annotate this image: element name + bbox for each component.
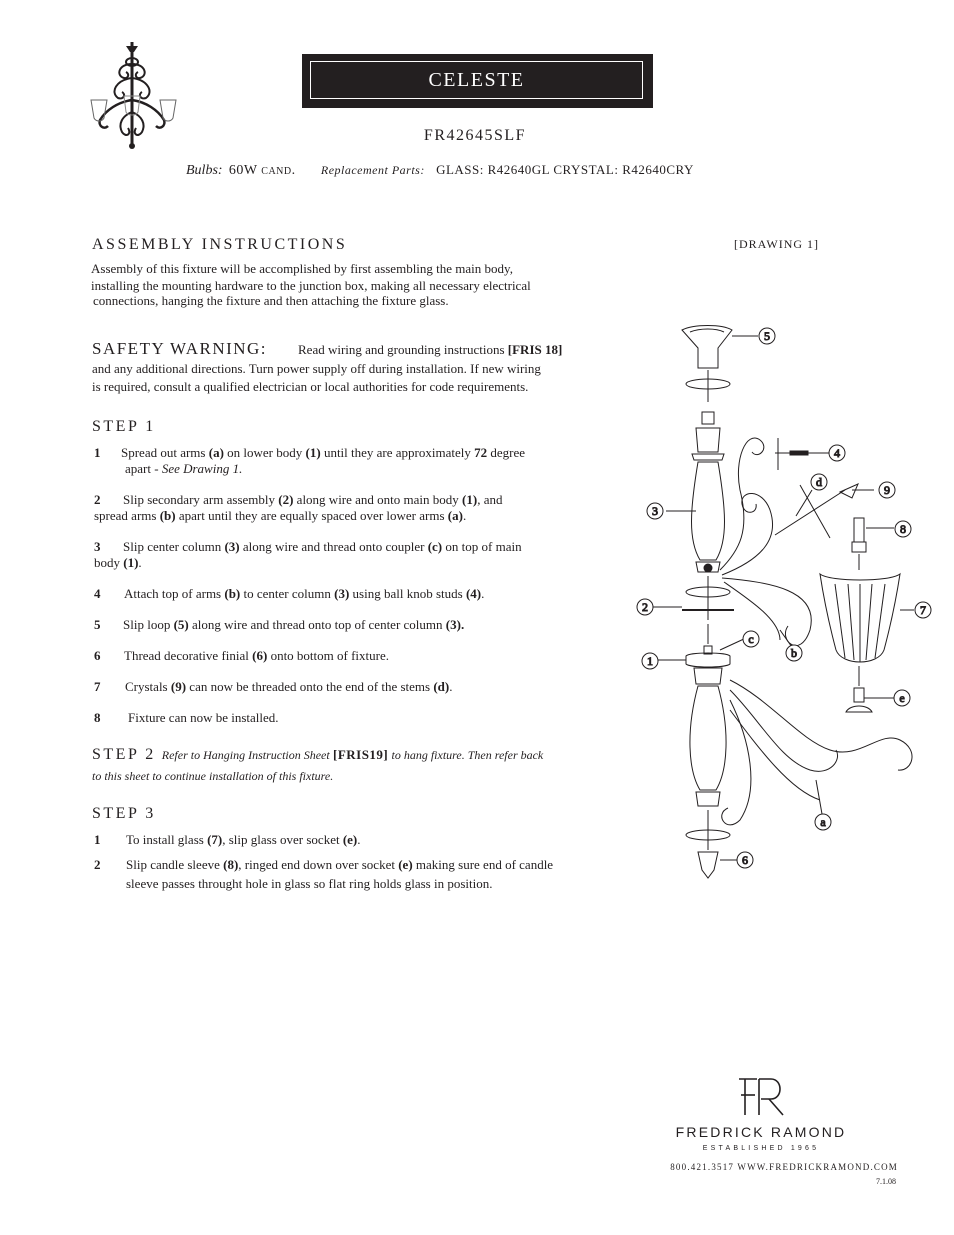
ref: (a) (447, 508, 463, 523)
lower-body (686, 624, 730, 806)
callout-5 (759, 328, 775, 344)
callout-c (743, 631, 759, 647)
safety-ref: [FRIS 18] (507, 342, 563, 357)
assembly-drawing (630, 320, 940, 880)
rotate-arrow-icon (686, 370, 730, 402)
step1-item-1-line2 (125, 461, 242, 477)
text: Slip candle sleeve (126, 857, 224, 872)
text: body (94, 555, 124, 570)
ref: 72 (474, 445, 488, 460)
ref: (1) (305, 445, 321, 460)
svg-text:e: e (899, 691, 905, 705)
item-number: 6 (94, 648, 101, 663)
step1-item-3 (94, 539, 522, 555)
step1-item-7 (94, 679, 452, 695)
brand-established: ESTABLISHED 1965 (702, 1145, 820, 1152)
callout-8 (895, 521, 911, 537)
step1-item-2-line2 (94, 508, 466, 524)
assembly-line-2: installing the mounting hardware to the junction box, making all necessary electrical (91, 278, 531, 293)
step1-item-8 (94, 710, 279, 726)
assembly-heading: ASSEMBLY INSTRUCTIONS (92, 236, 348, 253)
text: making sure end of candle (412, 857, 554, 872)
callout-9 (879, 482, 895, 498)
item-number: 8 (94, 710, 101, 725)
text: Attach top of arms (124, 586, 225, 601)
bulbs-line (186, 162, 694, 179)
step1-item-2 (94, 492, 502, 508)
text: to center column (240, 586, 335, 601)
text: . (481, 586, 485, 601)
text: . (357, 832, 361, 847)
svg-text:b: b (791, 646, 797, 660)
ref: (e) (342, 832, 358, 847)
model-number: FR42645SLF (423, 127, 527, 144)
safety-line-2: and any additional directions. Turn power supply off during installation. If new wiring (92, 361, 541, 376)
glass-shade (820, 574, 900, 662)
callout-4 (829, 445, 845, 461)
candle-sleeve (852, 518, 866, 570)
callout-6 (737, 852, 753, 868)
ref: (9) (170, 679, 187, 694)
step3-item-2 (94, 857, 553, 873)
svg-text:8: 8 (900, 522, 906, 536)
step1-item-3-line2 (94, 555, 142, 571)
ref: (c) (427, 539, 443, 554)
text: spread arms (94, 508, 160, 523)
text: apart until they are equally spaced over lower arms (175, 508, 448, 523)
text: until they are approximately (320, 445, 475, 460)
bulbs-label: Bulbs: (186, 163, 223, 178)
leader-lines (650, 336, 914, 860)
ref: (d) (433, 679, 450, 694)
text: See Drawing 1. (161, 461, 243, 476)
stud-assembly (775, 438, 830, 470)
ref: (1) (123, 555, 139, 570)
text: , and (477, 492, 503, 507)
step3-item-1 (94, 832, 361, 848)
step3-item-2-line2: sleeve passes throught hole in glass so flat ring holds glass in position. (126, 876, 493, 891)
item-number: 4 (94, 586, 101, 601)
text: , slip glass over socket (222, 832, 343, 847)
secondary-arms (720, 438, 811, 646)
replacement-value: GLASS: R42640GL CRYSTAL: R42640CRY (436, 162, 694, 177)
text: Refer to Hanging Instruction Sheet (161, 748, 330, 762)
text: Thread decorative finial (124, 648, 253, 663)
item-number: 2 (94, 857, 101, 872)
text: degree (487, 445, 526, 460)
revision-date: 7.1.08 (876, 1177, 896, 1186)
text: Slip loop (123, 617, 174, 632)
assembly-line-1: Assembly of this fixture will be accomplished by first assembling the main body, (91, 261, 513, 276)
ref: (2) (278, 492, 294, 507)
text: can now be threaded onto the end of the stems (186, 679, 434, 694)
step3-heading: STEP 3 (92, 805, 156, 822)
text: Crystals (125, 679, 171, 694)
step2-line-1 (92, 747, 543, 763)
step1-item-1 (94, 445, 525, 461)
safety-line-3: is required, consult a qualified electrician or local authorities for code requirements. (92, 379, 529, 394)
step1-item-4 (94, 586, 484, 602)
ref: (1) (462, 492, 478, 507)
ref: (b) (224, 586, 241, 601)
ref: (6) (252, 648, 268, 663)
text: . (138, 555, 142, 570)
safety-lead: Read wiring and grounding instructions (298, 342, 505, 357)
svg-text:c: c (748, 632, 754, 646)
svg-text:5: 5 (764, 329, 770, 343)
ref: (3) (334, 586, 350, 601)
text: using ball knob studs (349, 586, 466, 601)
text: Spread out arms (121, 445, 209, 460)
ref: (b) (159, 508, 176, 523)
step2-line-2: to this sheet to continue installation of this fixture. (92, 769, 334, 783)
svg-text:a: a (820, 815, 826, 829)
text: . (449, 679, 453, 694)
text: on top of main (442, 539, 522, 554)
center-column (692, 412, 725, 572)
text: apart - (125, 461, 162, 476)
callout-e (894, 690, 910, 706)
callout-7 (915, 602, 931, 618)
bulbs-value: 60W cand. (228, 163, 296, 178)
text: along wire and thread onto top of center column (188, 617, 446, 632)
ref: (5) (173, 617, 189, 632)
text: To install glass (126, 832, 208, 847)
callout-d (811, 474, 827, 490)
ref: (a) (208, 445, 224, 460)
svg-text:7: 7 (920, 603, 926, 617)
text: Slip center column (123, 539, 225, 554)
replacement-label: Replacement Parts: (320, 163, 425, 177)
ref: (7) (207, 832, 223, 847)
ref: [FRIS19] (332, 747, 389, 762)
drawing-label: [DRAWING 1] (734, 237, 820, 251)
text: Fixture can now be installed. (128, 710, 279, 725)
assembly-line-3: connections, hanging the fixture and then attaching the fixture glass. (93, 293, 449, 308)
callout-3 (647, 503, 663, 519)
svg-text:d: d (816, 475, 822, 489)
socket (846, 688, 872, 712)
svg-text:9: 9 (884, 483, 890, 497)
item-number: 7 (94, 679, 101, 694)
step2-heading: STEP 2 (92, 746, 156, 763)
item-number: 2 (94, 492, 101, 507)
text: , ringed end down over socket (238, 857, 399, 872)
ref: (e) (398, 857, 413, 872)
ref: (3) (224, 539, 240, 554)
item-number: 5 (94, 617, 101, 632)
svg-text:4: 4 (834, 446, 840, 460)
ref: (3). (445, 617, 465, 632)
text: onto bottom of fixture. (267, 648, 389, 663)
lower-arms (722, 680, 912, 825)
item-number: 3 (94, 539, 101, 554)
ref: (8) (223, 857, 239, 872)
item-number: 1 (94, 832, 101, 847)
svg-text:6: 6 (742, 853, 748, 867)
svg-text:1: 1 (647, 654, 653, 668)
text: along wire and thread onto coupler (239, 539, 428, 554)
safety-lead-line (298, 342, 562, 358)
text: Slip secondary arm assembly (123, 492, 279, 507)
safety-heading: SAFETY WARNING: (92, 339, 268, 358)
text: . (462, 508, 467, 523)
step1-item-5 (94, 617, 464, 633)
brand-name: FREDRICK RAMOND (675, 1124, 847, 1140)
product-thumbnail (88, 42, 180, 150)
callout-1 (642, 653, 658, 669)
text: along wire and onto main body (293, 492, 463, 507)
finial (698, 852, 718, 878)
page-title: CELESTE (428, 69, 525, 91)
callout-2 (637, 599, 653, 615)
ref: (4) (465, 586, 482, 601)
callout-a (815, 814, 831, 830)
svg-text:3: 3 (652, 504, 658, 518)
brand-contact: 800.421.3517 WWW.FREDRICKRAMOND.COM (670, 1162, 898, 1172)
callout-b (786, 645, 802, 661)
text: to hang fixture. Then refer back (391, 748, 544, 762)
item-number: 1 (94, 445, 101, 460)
svg-text:2: 2 (642, 600, 648, 614)
step1-item-6 (94, 648, 389, 664)
text: on lower body (223, 445, 306, 460)
loop-part (682, 326, 732, 369)
step1-heading: STEP 1 (92, 418, 156, 435)
crystal-stem (775, 484, 858, 538)
brand-monogram-icon (737, 1077, 793, 1117)
